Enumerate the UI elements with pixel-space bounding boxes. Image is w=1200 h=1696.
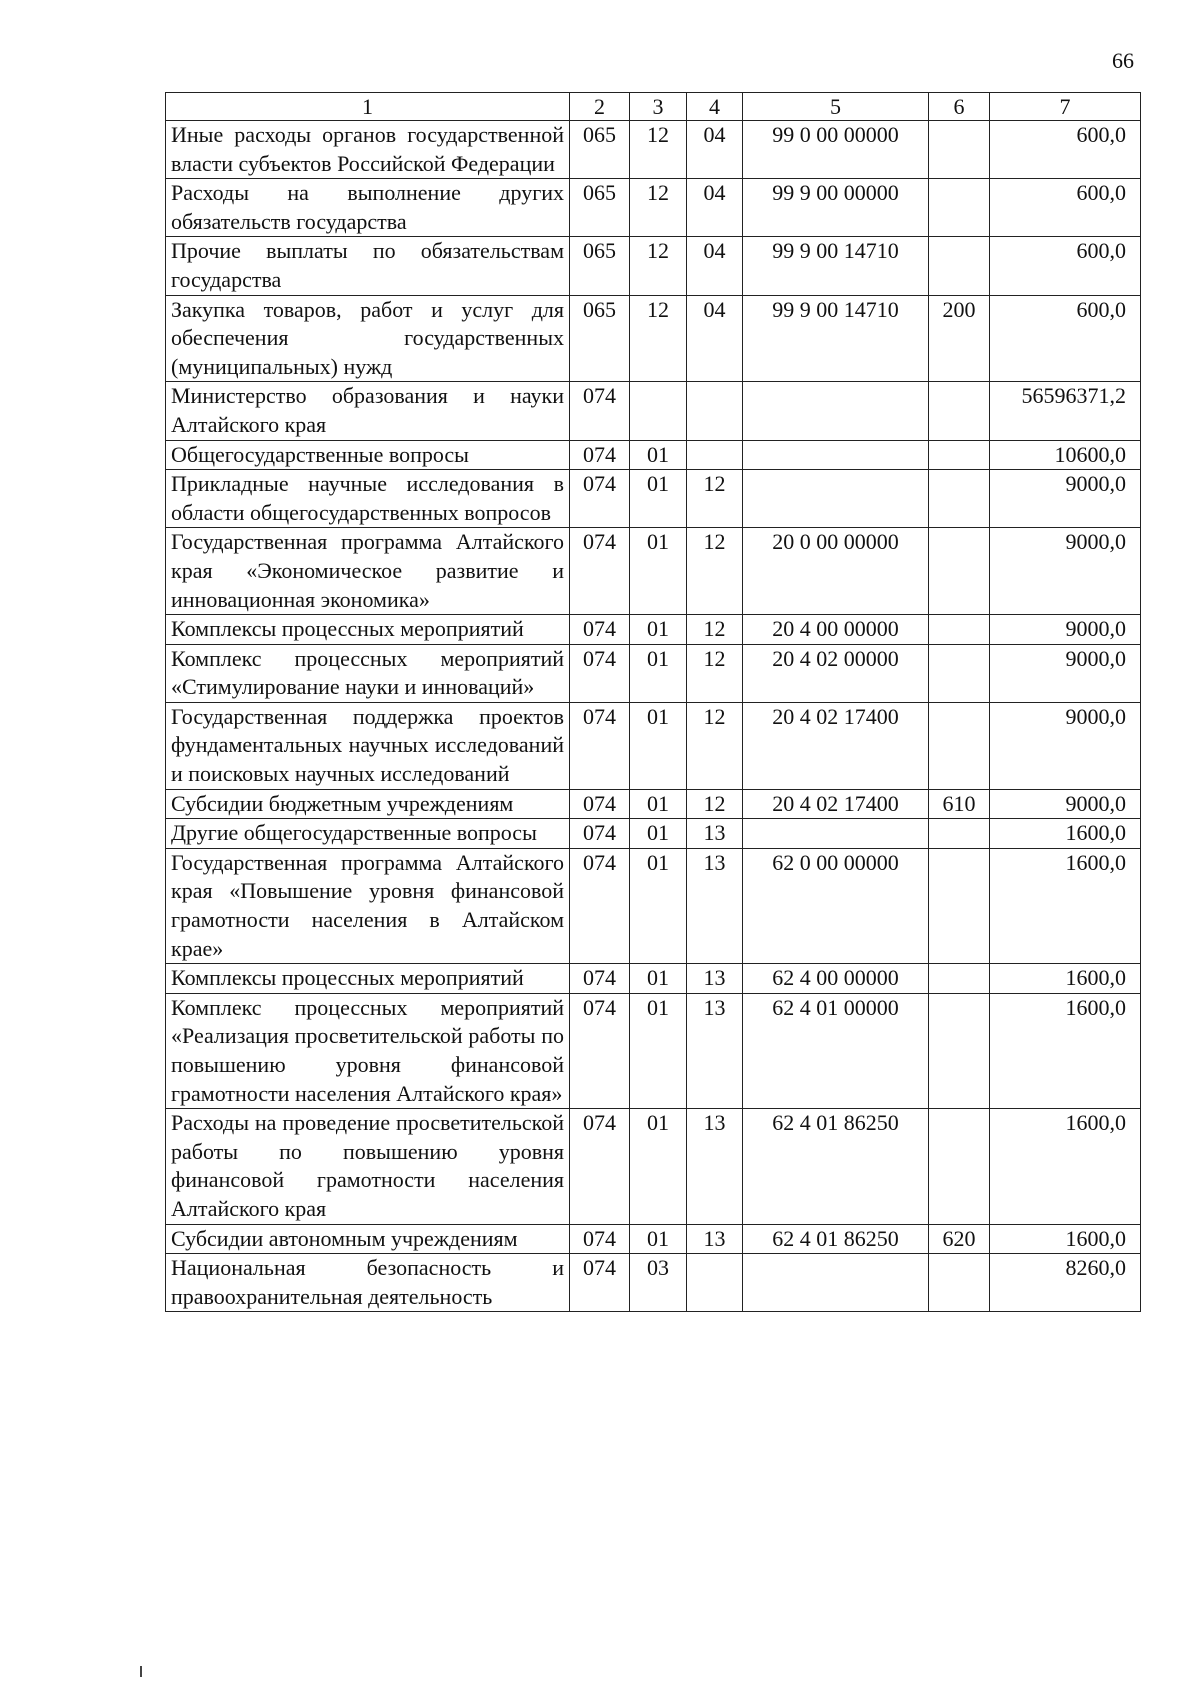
subsection-code-cell: 12 [687, 702, 743, 789]
expense-type-cell [929, 964, 990, 994]
header-cell-3: 3 [630, 93, 687, 121]
expense-name-cell: Расходы на выполнение других обязательств государства [166, 179, 570, 237]
target-article-cell [743, 470, 929, 528]
subsection-code-cell: 13 [687, 848, 743, 963]
scan-mark [140, 1666, 142, 1677]
section-code-cell: 12 [630, 121, 687, 179]
target-article-cell: 62 4 01 86250 [743, 1109, 929, 1224]
amount-cell: 1600,0 [990, 1109, 1141, 1224]
table-row [166, 1254, 1141, 1312]
subsection-code-cell: 04 [687, 121, 743, 179]
target-article-cell: 62 4 01 00000 [743, 993, 929, 1108]
amount-cell: 600,0 [990, 237, 1141, 295]
subsection-code-cell [687, 440, 743, 470]
table-row [166, 848, 1141, 963]
expense-type-cell [929, 179, 990, 237]
expense-type-cell [929, 528, 990, 615]
ministry-code-cell: 065 [570, 237, 630, 295]
table-row [166, 1224, 1141, 1254]
header-cell-2: 2 [570, 93, 630, 121]
section-code-cell: 01 [630, 848, 687, 963]
subsection-code-cell: 13 [687, 1224, 743, 1254]
ministry-code-cell: 074 [570, 615, 630, 645]
subsection-code-cell: 12 [687, 470, 743, 528]
ministry-code-cell: 074 [570, 848, 630, 963]
target-article-cell: 20 4 02 17400 [743, 789, 929, 819]
table-row [166, 993, 1141, 1108]
ministry-code-cell: 065 [570, 121, 630, 179]
amount-cell: 10600,0 [990, 440, 1141, 470]
amount-cell: 600,0 [990, 179, 1141, 237]
amount-cell: 9000,0 [990, 789, 1141, 819]
subsection-code-cell [687, 382, 743, 440]
expense-name-cell: Прочие выплаты по обязательствам государства [166, 237, 570, 295]
expense-type-cell [929, 470, 990, 528]
subsection-code-cell: 13 [687, 819, 743, 849]
target-article-cell [743, 382, 929, 440]
expense-name-cell: Расходы на проведение просветительской работы по повышению уровня финансовой грамотности населения Алтайского края [166, 1109, 570, 1224]
section-code-cell: 01 [630, 644, 687, 702]
subsection-code-cell: 12 [687, 644, 743, 702]
subsection-code-cell: 04 [687, 179, 743, 237]
expense-name-cell: Комплекс процессных мероприятий «Реализация просветительской работы по повышению уровня финансовой грамотности населения Алтайского края» [166, 993, 570, 1108]
table-row [166, 295, 1141, 382]
ministry-code-cell: 074 [570, 644, 630, 702]
target-article-cell: 62 4 01 86250 [743, 1224, 929, 1254]
expense-type-cell [929, 121, 990, 179]
expense-name-cell: Общегосударственные вопросы [166, 440, 570, 470]
section-code-cell: 01 [630, 993, 687, 1108]
expense-name-cell: Субсидии автономным учреждениям [166, 1224, 570, 1254]
expense-name-cell: Комплексы процессных мероприятий [166, 964, 570, 994]
section-code-cell: 03 [630, 1254, 687, 1312]
subsection-code-cell [687, 1254, 743, 1312]
section-code-cell: 01 [630, 819, 687, 849]
amount-cell: 1600,0 [990, 993, 1141, 1108]
ministry-code-cell: 074 [570, 440, 630, 470]
amount-cell: 1600,0 [990, 964, 1141, 994]
target-article-cell: 62 0 00 00000 [743, 848, 929, 963]
target-article-cell: 99 9 00 00000 [743, 179, 929, 237]
amount-cell: 1600,0 [990, 848, 1141, 963]
section-code-cell: 12 [630, 237, 687, 295]
amount-cell: 1600,0 [990, 1224, 1141, 1254]
target-article-cell [743, 819, 929, 849]
expense-type-cell [929, 237, 990, 295]
subsection-code-cell: 04 [687, 237, 743, 295]
expense-name-cell: Закупка товаров, работ и услуг для обеспечения государственных (муниципальных) нужд [166, 295, 570, 382]
expense-name-cell: Государственная программа Алтайского края «Повышение уровня финансовой грамотности населения в Алтайском крае» [166, 848, 570, 963]
table-row [166, 440, 1141, 470]
ministry-code-cell: 074 [570, 1109, 630, 1224]
expense-type-cell [929, 993, 990, 1108]
amount-cell: 8260,0 [990, 1254, 1141, 1312]
section-code-cell: 01 [630, 702, 687, 789]
target-article-cell: 20 4 02 00000 [743, 644, 929, 702]
expense-name-cell: Министерство образования и науки Алтайского края [166, 382, 570, 440]
ministry-code-cell: 074 [570, 1224, 630, 1254]
subsection-code-cell: 12 [687, 615, 743, 645]
expense-name-cell: Субсидии бюджетным учреждениям [166, 789, 570, 819]
table-row [166, 470, 1141, 528]
section-code-cell [630, 382, 687, 440]
table-row [166, 179, 1141, 237]
budget-table [165, 92, 1141, 1312]
subsection-code-cell: 13 [687, 993, 743, 1108]
expense-name-cell: Комплексы процессных мероприятий [166, 615, 570, 645]
target-article-cell: 99 0 00 00000 [743, 121, 929, 179]
section-code-cell: 01 [630, 789, 687, 819]
amount-cell: 9000,0 [990, 528, 1141, 615]
section-code-cell: 12 [630, 179, 687, 237]
expense-type-cell [929, 615, 990, 645]
subsection-code-cell: 13 [687, 1109, 743, 1224]
expense-type-cell [929, 1109, 990, 1224]
target-article-cell: 20 0 00 00000 [743, 528, 929, 615]
table-row [166, 789, 1141, 819]
expense-name-cell: Другие общегосударственные вопросы [166, 819, 570, 849]
expense-type-cell [929, 440, 990, 470]
table-row [166, 615, 1141, 645]
ministry-code-cell: 074 [570, 993, 630, 1108]
header-cell-5: 5 [743, 93, 929, 121]
section-code-cell: 12 [630, 295, 687, 382]
amount-cell: 600,0 [990, 121, 1141, 179]
section-code-cell: 01 [630, 1224, 687, 1254]
header-cell-4: 4 [687, 93, 743, 121]
section-code-cell: 01 [630, 964, 687, 994]
expense-name-cell: Национальная безопасность и правоохранительная деятельность [166, 1254, 570, 1312]
subsection-code-cell: 13 [687, 964, 743, 994]
table-row [166, 528, 1141, 615]
ministry-code-cell: 074 [570, 964, 630, 994]
table-row [166, 702, 1141, 789]
ministry-code-cell: 074 [570, 528, 630, 615]
header-cell-1: 1 [166, 93, 570, 121]
amount-cell: 9000,0 [990, 470, 1141, 528]
ministry-code-cell: 065 [570, 179, 630, 237]
expense-type-cell [929, 702, 990, 789]
page-number: 66 [1112, 48, 1134, 73]
header-cell-7: 7 [990, 93, 1141, 121]
expense-type-cell [929, 1254, 990, 1312]
ministry-code-cell: 074 [570, 702, 630, 789]
subsection-code-cell: 12 [687, 789, 743, 819]
table-row [166, 819, 1141, 849]
ministry-code-cell: 074 [570, 470, 630, 528]
expense-type-cell [929, 644, 990, 702]
ministry-code-cell: 074 [570, 1254, 630, 1312]
expense-type-cell: 200 [929, 295, 990, 382]
header-row [166, 93, 1141, 121]
amount-cell: 1600,0 [990, 819, 1141, 849]
target-article-cell: 99 9 00 14710 [743, 295, 929, 382]
table-row [166, 121, 1141, 179]
expense-type-cell [929, 382, 990, 440]
budget-table-body [166, 93, 1141, 1312]
target-article-cell: 20 4 02 17400 [743, 702, 929, 789]
section-code-cell: 01 [630, 470, 687, 528]
ministry-code-cell: 074 [570, 819, 630, 849]
amount-cell: 600,0 [990, 295, 1141, 382]
expense-type-cell: 610 [929, 789, 990, 819]
target-article-cell [743, 1254, 929, 1312]
target-article-cell: 20 4 00 00000 [743, 615, 929, 645]
target-article-cell: 62 4 00 00000 [743, 964, 929, 994]
header-cell-6: 6 [929, 93, 990, 121]
expense-type-cell [929, 819, 990, 849]
expense-type-cell: 620 [929, 1224, 990, 1254]
expense-name-cell: Государственная программа Алтайского края «Экономическое развитие и инновационная экономика» [166, 528, 570, 615]
amount-cell: 56596371,2 [990, 382, 1141, 440]
expense-name-cell: Прикладные научные исследования в области общегосударственных вопросов [166, 470, 570, 528]
expense-name-cell: Государственная поддержка проектов фундаментальных научных исследований и поисковых научных исследований [166, 702, 570, 789]
ministry-code-cell: 065 [570, 295, 630, 382]
ministry-code-cell: 074 [570, 382, 630, 440]
section-code-cell: 01 [630, 440, 687, 470]
expense-name-cell: Комплекс процессных мероприятий «Стимулирование науки и инноваций» [166, 644, 570, 702]
section-code-cell: 01 [630, 1109, 687, 1224]
table-row [166, 382, 1141, 440]
amount-cell: 9000,0 [990, 644, 1141, 702]
table-row [166, 237, 1141, 295]
amount-cell: 9000,0 [990, 615, 1141, 645]
subsection-code-cell: 12 [687, 528, 743, 615]
expense-type-cell [929, 848, 990, 963]
section-code-cell: 01 [630, 528, 687, 615]
section-code-cell: 01 [630, 615, 687, 645]
ministry-code-cell: 074 [570, 789, 630, 819]
target-article-cell: 99 9 00 14710 [743, 237, 929, 295]
expense-name-cell: Иные расходы органов государственной власти субъектов Российской Федерации [166, 121, 570, 179]
target-article-cell [743, 440, 929, 470]
table-row [166, 1109, 1141, 1224]
subsection-code-cell: 04 [687, 295, 743, 382]
table-row [166, 964, 1141, 994]
table-row [166, 644, 1141, 702]
amount-cell: 9000,0 [990, 702, 1141, 789]
